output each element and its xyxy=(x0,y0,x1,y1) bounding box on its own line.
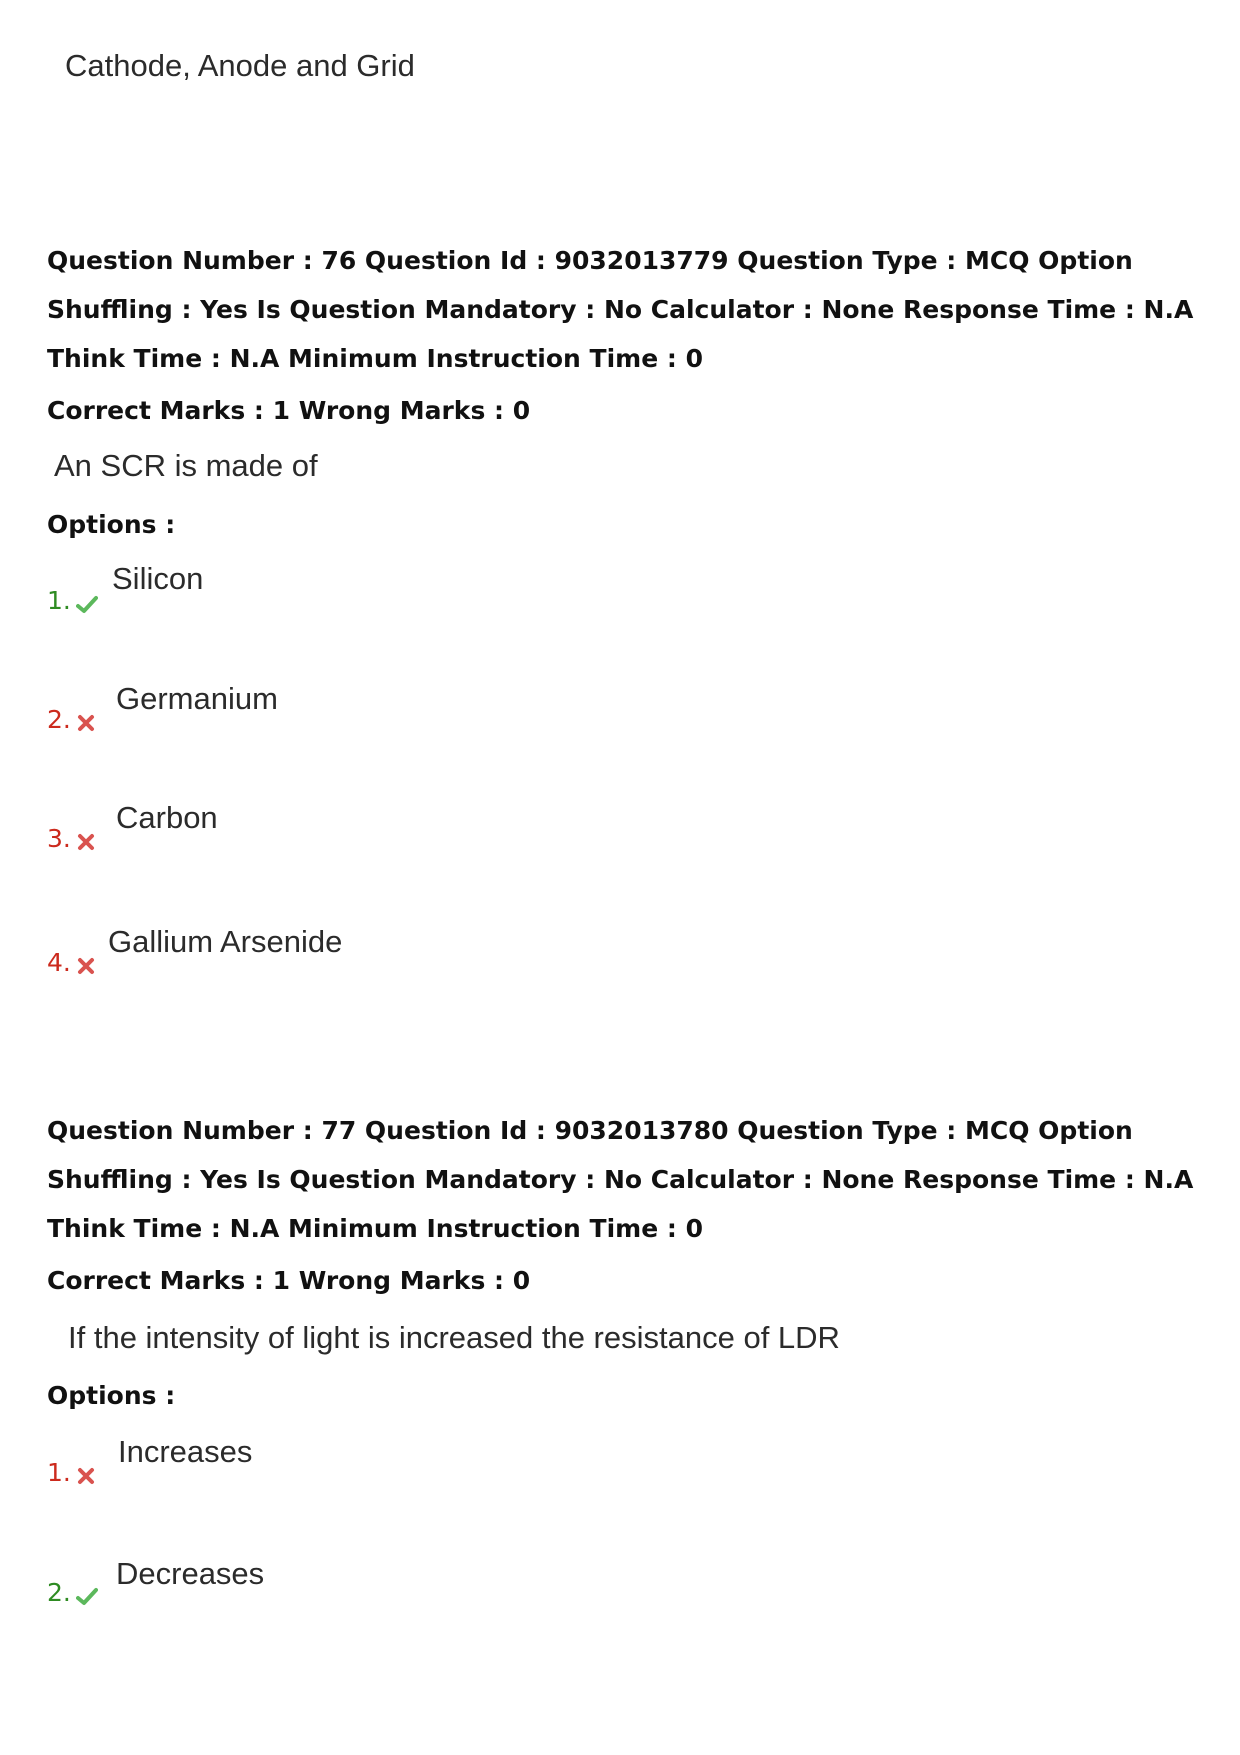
q76-option-3-text: Carbon xyxy=(116,800,218,835)
question-77-meta: Question Number : 77 Question Id : 9032013780 Question Type : MCQ Option Shuffling : Yes Is Question Mandatory : No Calculator : None Response Time : N.A Think Time : N.A Minimum Instruction Time : 0 xyxy=(47,1116,1194,1243)
q76-option-3-marker xyxy=(47,824,98,853)
q77-option-2-marker xyxy=(47,1578,98,1607)
option-number: 1. xyxy=(47,1458,71,1487)
question-76-options-label: Options : xyxy=(47,510,176,539)
cross-icon xyxy=(76,1467,98,1487)
option-number: 4. xyxy=(47,948,71,977)
q76-option-4-text: Gallium Arsenide xyxy=(108,924,343,959)
question-76-marks: Correct Marks : 1 Wrong Marks : 0 xyxy=(47,396,531,425)
previous-option-text: Cathode, Anode and Grid xyxy=(65,48,415,83)
cross-icon xyxy=(76,714,98,734)
option-number: 2. xyxy=(47,705,71,734)
q76-option-1-marker xyxy=(47,586,98,615)
q77-option-1-marker xyxy=(47,1458,98,1487)
cross-icon xyxy=(76,957,98,977)
question-76-text: An SCR is made of xyxy=(54,448,318,483)
q76-option-1-text: Silicon xyxy=(112,561,204,596)
option-number: 2. xyxy=(47,1578,71,1607)
question-77-text: If the intensity of light is increased the resistance of LDR xyxy=(68,1320,840,1355)
q77-option-2-text: Decreases xyxy=(116,1556,265,1591)
q76-option-2-text: Germanium xyxy=(116,681,278,716)
question-76-meta: Question Number : 76 Question Id : 9032013779 Question Type : MCQ Option Shuffling : Yes Is Question Mandatory : No Calculator : None Response Time : N.A Think Time : N.A Minimum Instruction Time : 0 xyxy=(47,246,1194,373)
q77-option-1-text: Increases xyxy=(118,1434,253,1469)
question-77-options-label: Options : xyxy=(47,1381,176,1410)
q76-option-4-marker xyxy=(47,948,98,977)
cross-icon xyxy=(76,833,98,853)
check-icon xyxy=(76,595,98,615)
option-number: 3. xyxy=(47,824,71,853)
question-77-marks: Correct Marks : 1 Wrong Marks : 0 xyxy=(47,1266,531,1295)
q76-option-2-marker xyxy=(47,705,98,734)
option-number: 1. xyxy=(47,586,71,615)
check-icon xyxy=(76,1587,98,1607)
